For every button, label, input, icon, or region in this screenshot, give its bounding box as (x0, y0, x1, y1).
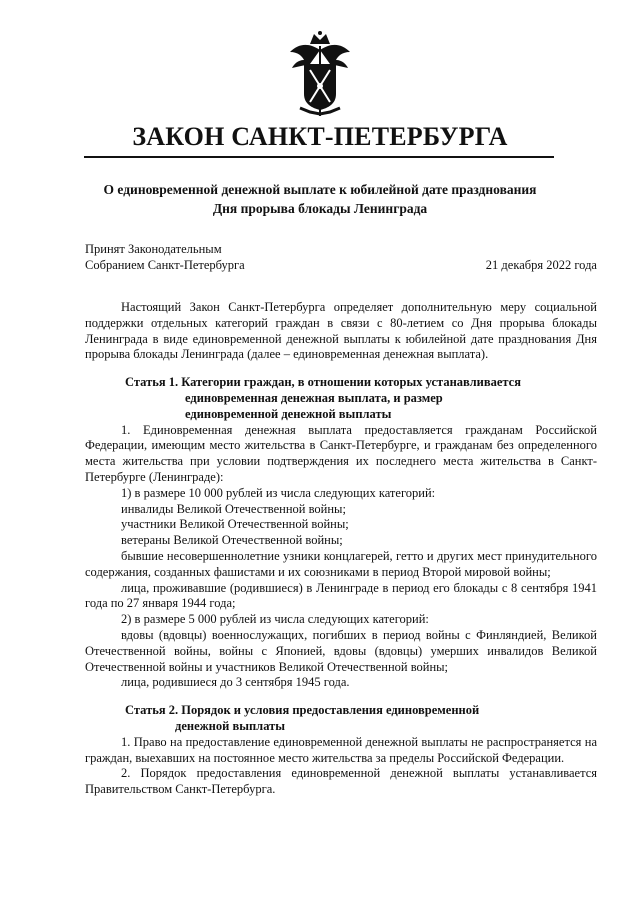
heading-line: Статья 2. Порядок и условия предоставления единовременной (125, 703, 480, 718)
article-1-paragraph: инвалиды Великой Отечественной войны; (121, 501, 346, 516)
article-1-paragraph: 1) в размере 10 000 рублей из числа следующих категорий: (121, 485, 436, 500)
article-1-paragraph: участники Великой Отечественной войны; (121, 517, 349, 532)
heading-line: единовременная денежная выплата, и размер (185, 390, 443, 405)
article-2-paragraph: 2. Порядок предоставления единовременной денежной выплаты устанавливается Правительством Санкт-Петербурга. (85, 766, 597, 797)
adopted-line: Принят Законодательным (85, 242, 222, 256)
article-1-paragraph: вдовы (вдовцы) военнослужащих, погибших в период войны с Финляндией, Великой Отечественной войны, войны с Японией, вдовы (вдовцы) умерших инвалидов Великой Отечественной войны и участников Великой Отечественной войны; (85, 627, 597, 674)
article-1-paragraph: 1. Единовременная денежная выплата предоставляется гражданам Российской Федерации, имеющим место жительства в Санкт-Петербурге, и гражданам без определенного места жительства при условии подтверждения их последнего места жительства в Санкт-Петербурге (Ленинграде): (85, 422, 597, 484)
heading-line: денежной выплаты (175, 718, 286, 733)
title-underline (84, 156, 554, 158)
coat-of-arms-emblem (280, 30, 360, 118)
heading-line: Статья 1. Категории граждан, в отношении которых устанавливается (125, 375, 521, 390)
adoption-date: 21 декабря 2022 года (485, 258, 597, 272)
document-body (85, 300, 597, 798)
document-title: ЗАКОН САНКТ-ПЕТЕРБУРГА (132, 122, 508, 151)
adopted-by (85, 241, 245, 273)
subtitle-line: О единовременной денежной выплате к юбилейной дате празднования (103, 182, 537, 197)
article-1-paragraph: бывшие несовершеннолетние узники концлагерей, гетто и других мест принудительного содержания, созданных фашистами и их союзниками в период Второй мировой войны; (85, 548, 597, 579)
heading-line: единовременной денежной выплаты (185, 406, 392, 421)
preamble: Настоящий Закон Санкт-Петербурга определяет дополнительную меру социальной поддержки отдельных категорий граждан в связи с 80-летием со Дня прорыва блокады Ленинграда в виде единовременной денежной выплаты к юбилейной дате празднования Дня прорыва блокады Ленинграда (далее – единовременная денежная выплата). (85, 300, 597, 362)
article-1-paragraph: лица, проживавшие (родившиеся) в Ленинграде в период его блокады с 8 сентября 1941 года по 27 января 1944 года; (85, 580, 597, 611)
subtitle-line: Дня прорыва блокады Ленинграда (212, 201, 428, 216)
document-subtitle (60, 180, 580, 218)
article-1-heading (85, 375, 597, 422)
article-1-paragraph: лица, родившиеся до 3 сентября 1945 года. (121, 675, 350, 690)
article-2-heading (85, 703, 597, 735)
article-2-paragraph: 1. Право на предоставление единовременной денежной выплаты не распространяется на граждан, выехавших на постоянное место жительства за пределы Российской Федерации. (85, 734, 597, 765)
article-1-paragraph: ветераны Великой Отечественной войны; (121, 533, 343, 548)
article-1-paragraph: 2) в размере 5 000 рублей из числа следующих категорий: (121, 612, 429, 627)
adopted-line: Собранием Санкт-Петербурга (85, 258, 245, 272)
